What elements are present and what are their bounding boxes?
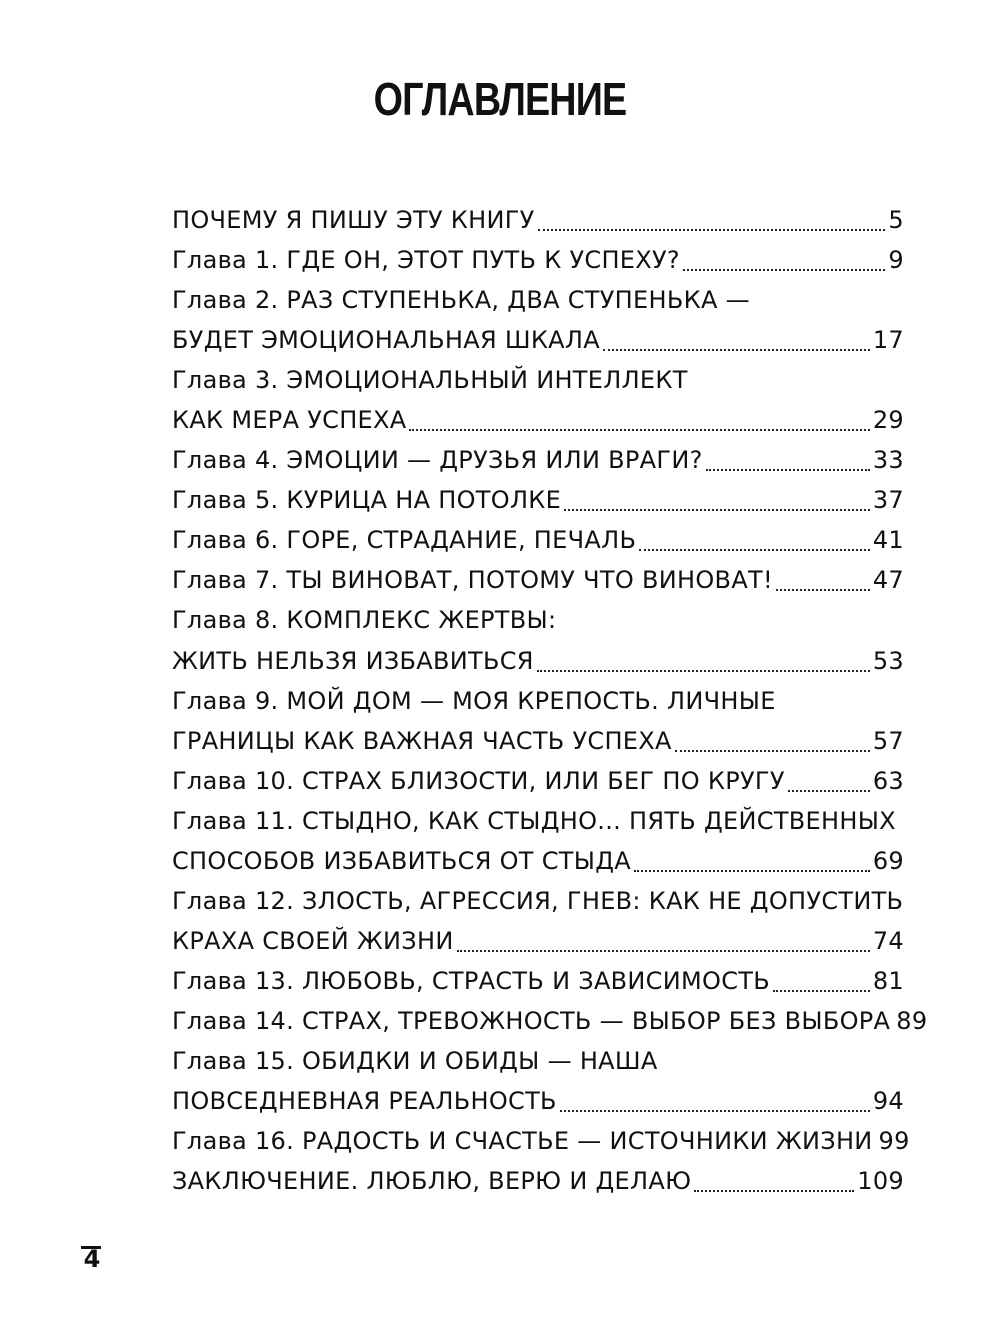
toc-entry-page: 5 [888,206,904,235]
toc-entry-title: КРАХА СВОЕЙ ЖИЗНИ [172,926,454,955]
toc-entry-title: ПОЧЕМУ Я ПИШУ ЭТУ КНИГУ [172,206,535,235]
toc-entry-title: Глава 4. ЭМОЦИИ — ДРУЗЬЯ ИЛИ ВРАГИ? [172,446,703,475]
toc-leader-dots [538,229,886,231]
toc-entry-title: КАК МЕРА УСПЕХА [172,406,407,435]
page-number: 4 [83,1245,101,1273]
toc-entry-line [172,520,904,560]
toc-entry-page: 74 [872,926,904,955]
toc-entry-line [172,1041,904,1081]
toc-entry-line [172,400,904,440]
toc-entry-title: Глава 5. КУРИЦА НА ПОТОЛКЕ [172,486,562,515]
toc-entry-title: Глава 10. СТРАХ БЛИЗОСТИ, ИЛИ БЕГ ПО КРУГУ [172,766,785,795]
toc-leader-dots [776,589,870,591]
toc-entry [172,240,904,280]
page-title: ОГЛАВЛЕНИЕ [373,73,627,125]
toc-entry-page: 17 [872,326,904,355]
toc-entry-title: Глава 13. ЛЮБОВЬ, СТРАСТЬ И ЗАВИСИМОСТЬ [172,966,770,995]
toc-entry-page: 53 [872,646,904,675]
toc-entry [172,520,904,560]
toc-leader-dots [788,790,870,792]
toc-entry [172,600,904,680]
toc-leader-dots [675,750,870,752]
toc-leader-dots [683,269,885,271]
toc-leader-dots [537,670,870,672]
toc-entry-page: 63 [872,766,904,795]
toc-entry-line [172,1081,904,1121]
toc-entry [172,200,904,240]
toc-entry-title: ЗАКЛЮЧЕНИЕ. ЛЮБЛЮ, ВЕРЮ И ДЕЛАЮ [172,1167,692,1196]
toc-entry-line [172,360,904,400]
toc-entry-title: Глава 6. ГОРЕ, СТРАДАНИЕ, ПЕЧАЛЬ [172,526,637,555]
toc-entry-line [172,961,904,1001]
toc-entry [172,560,904,600]
toc-entry-line [172,600,904,640]
toc-entry-page: 89 [896,1006,928,1035]
toc-entry-page: 29 [872,406,904,435]
toc-entry-title: Глава 12. ЗЛОСТЬ, АГРЕССИЯ, ГНЕВ: КАК НЕ ДОПУСТИТЬ [172,886,904,915]
toc-entry-title: СПОСОБОВ ИЗБАВИТЬСЯ ОТ СТЫДА [172,846,631,875]
toc-entry-line [172,881,904,921]
toc-entry-page: 37 [872,486,904,515]
toc-entry [172,480,904,520]
toc-entry-title: Глава 9. МОЙ ДОМ — МОЯ КРЕПОСТЬ. ЛИЧНЫЕ [172,686,776,715]
toc-entry [172,761,904,801]
toc-leader-dots [773,990,870,992]
toc-entry-page: 81 [872,966,904,995]
toc-leader-dots [639,549,870,551]
toc-entry-page: 109 [857,1167,904,1196]
toc-entry-page: 33 [872,446,904,475]
toc-entry [172,801,904,881]
toc-entry-title: Глава 1. ГДЕ ОН, ЭТОТ ПУТЬ К УСПЕХУ? [172,246,680,275]
toc-entry-title: Глава 11. СТЫДНО, КАК СТЫДНО... ПЯТЬ ДЕЙСТВЕННЫХ [172,806,896,835]
toc-entry-page: 94 [872,1087,904,1116]
toc-entry-page: 41 [872,526,904,555]
toc-entry-page: 9 [888,246,904,275]
toc-entry-line [172,1161,904,1201]
toc-entry-title: Глава 7. ТЫ ВИНОВАТ, ПОТОМУ ЧТО ВИНОВАТ! [172,566,773,595]
toc-entry-line [172,240,904,280]
toc-entry-title: ЖИТЬ НЕЛЬЗЯ ИЗБАВИТЬСЯ [172,646,534,675]
toc-entry [172,1001,928,1041]
toc-entry [172,280,904,360]
toc-entry-line [172,560,904,600]
toc-entry-page: 99 [878,1127,910,1156]
toc-entry-title: ГРАНИЦЫ КАК ВАЖНАЯ ЧАСТЬ УСПЕХА [172,726,672,755]
toc-leader-dots [603,349,870,351]
toc-entry-title: Глава 15. ОБИДКИ И ОБИДЫ — НАША [172,1047,658,1075]
toc-leader-dots [457,950,870,952]
toc-entry-page: 47 [872,566,904,595]
toc-entry-title: Глава 16. РАДОСТЬ И СЧАСТЬЕ — ИСТОЧНИКИ ЖИЗНИ [172,1127,873,1156]
toc-entry-line [172,841,904,881]
toc-entry-line [172,921,904,961]
toc-entry [172,881,904,961]
toc-entry-title: БУДЕТ ЭМОЦИОНАЛЬНАЯ ШКАЛА [172,326,600,355]
toc-entry [172,1161,904,1201]
toc-entry-line [172,280,904,320]
toc-entry-title: ПОВСЕДНЕВНАЯ РЕАЛЬНОСТЬ [172,1087,557,1116]
toc-entry-title: Глава 3. ЭМОЦИОНАЛЬНЫЙ ИНТЕЛЛЕКТ [172,366,688,395]
toc-entry-line [172,681,904,721]
toc-entry [172,961,904,1001]
toc-entry-title: Глава 8. КОМПЛЕКС ЖЕРТВЫ: [172,606,557,635]
toc-leader-dots [564,509,870,511]
toc-entry-line [172,1001,928,1041]
toc-entry-line [172,801,904,841]
toc-entry-line [172,641,904,681]
toc-entry-page: 69 [872,846,904,875]
toc-entry [172,1041,904,1121]
toc-leader-dots [409,429,869,431]
toc-entry [172,360,904,440]
toc-entry [172,1121,910,1161]
toc-entry-line [172,721,904,761]
toc-leader-dots [694,1190,854,1192]
toc-entry-line [172,480,904,520]
toc-entry-line [172,761,904,801]
toc-leader-dots [706,469,870,471]
toc-entry-line [172,1121,910,1161]
toc-entry-title: Глава 2. РАЗ СТУПЕНЬКА, ДВА СТУПЕНЬКА — [172,286,750,315]
toc-leader-dots [634,870,870,872]
table-of-contents [172,200,928,1201]
toc-entry-line [172,200,904,240]
toc-leader-dots [560,1110,870,1112]
toc-entry [172,440,904,480]
toc-entry [172,681,904,761]
toc-entry-title: Глава 14. СТРАХ, ТРЕВОЖНОСТЬ — ВЫБОР БЕЗ ВЫБОРА [172,1006,891,1035]
toc-entry-page: 57 [872,726,904,755]
toc-entry-line [172,440,904,480]
toc-entry-line [172,320,904,360]
